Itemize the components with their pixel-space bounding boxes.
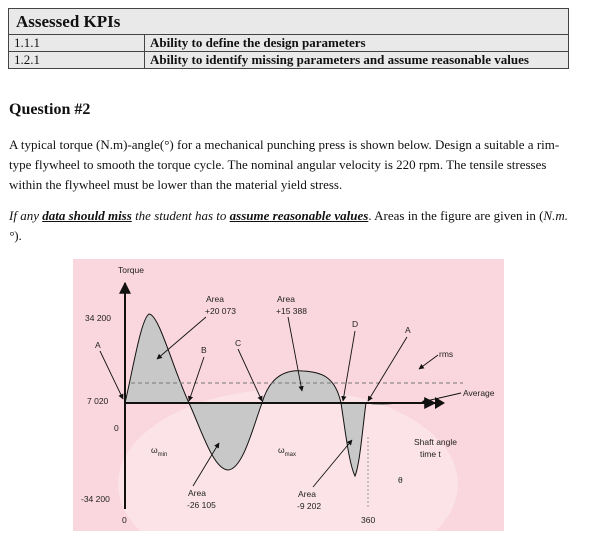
shaft-angle-label: Shaft angle [414, 437, 458, 447]
area-label: Area [298, 489, 316, 499]
x-end-label: 360 [361, 515, 376, 525]
point-label: A [405, 325, 411, 335]
kpi-header-row [9, 9, 569, 35]
rms-label: rms [439, 349, 454, 359]
point-label: C [235, 338, 242, 348]
point-label: B [201, 345, 207, 355]
y-axis-label: Torque [118, 265, 144, 275]
note-units: N.m.° [9, 208, 568, 243]
point-label: A [95, 340, 101, 350]
y-tick-label: 7 020 [87, 396, 109, 406]
kpi-code: 1.1.1 [9, 35, 145, 52]
point-label: D [352, 319, 359, 329]
shaft-angle-sub-label: time t [420, 449, 441, 459]
kpi-table [8, 8, 569, 69]
question-body: A typical torque (N.m)-angle(°) for a mechanical punching press is shown below. Design a suitable a rim-type flywheel to smooth the torque cycle. The nominal angular velocity is 220 rpm. The tensile stresses within the flywheel must be lower than the material yield stress. [9, 137, 560, 192]
question-note [9, 206, 574, 246]
area-value: -26 105 [187, 500, 216, 510]
kpi-code: 1.2.1 [9, 52, 145, 69]
kpi-text: Ability to define the design parameters [145, 35, 569, 52]
note-emphasis-2: assume reasonable values [229, 208, 369, 223]
torque-angle-figure [73, 259, 504, 531]
kpi-heading: Assessed KPIs [9, 9, 569, 35]
area-label: Area [277, 294, 295, 304]
kpi-row [9, 35, 569, 52]
x-zero-label: 0 [122, 515, 127, 525]
omega-min-label: $\omega_{min}$ [151, 445, 168, 458]
y-tick-label: 0 [114, 423, 119, 433]
area-value: +20 073 [205, 306, 236, 316]
note-close: ). [14, 228, 22, 243]
note-prefix: If any [9, 208, 43, 223]
average-label: Average [463, 388, 495, 398]
note-emphasis-1: data should miss [42, 208, 132, 223]
note-mid: the student has to [131, 208, 230, 223]
y-tick-label: -34 200 [81, 494, 110, 504]
area-label: Area [206, 294, 224, 304]
torque-angle-diagram [73, 259, 504, 531]
kpi-text: Ability to identify missing parameters and assume reasonable values [145, 52, 569, 69]
kpi-row [9, 52, 569, 69]
omega-max-label: $\omega_{max}$ [278, 445, 296, 458]
note-end: . Areas in the figure are given in ( [368, 208, 544, 223]
y-tick-label: 34 200 [85, 313, 111, 323]
area-value: -9 202 [297, 501, 322, 511]
theta-label: θ [398, 475, 403, 485]
area-label: Area [188, 488, 206, 498]
question-title: Question #2 [9, 101, 91, 118]
area-value: +15 388 [276, 306, 307, 316]
